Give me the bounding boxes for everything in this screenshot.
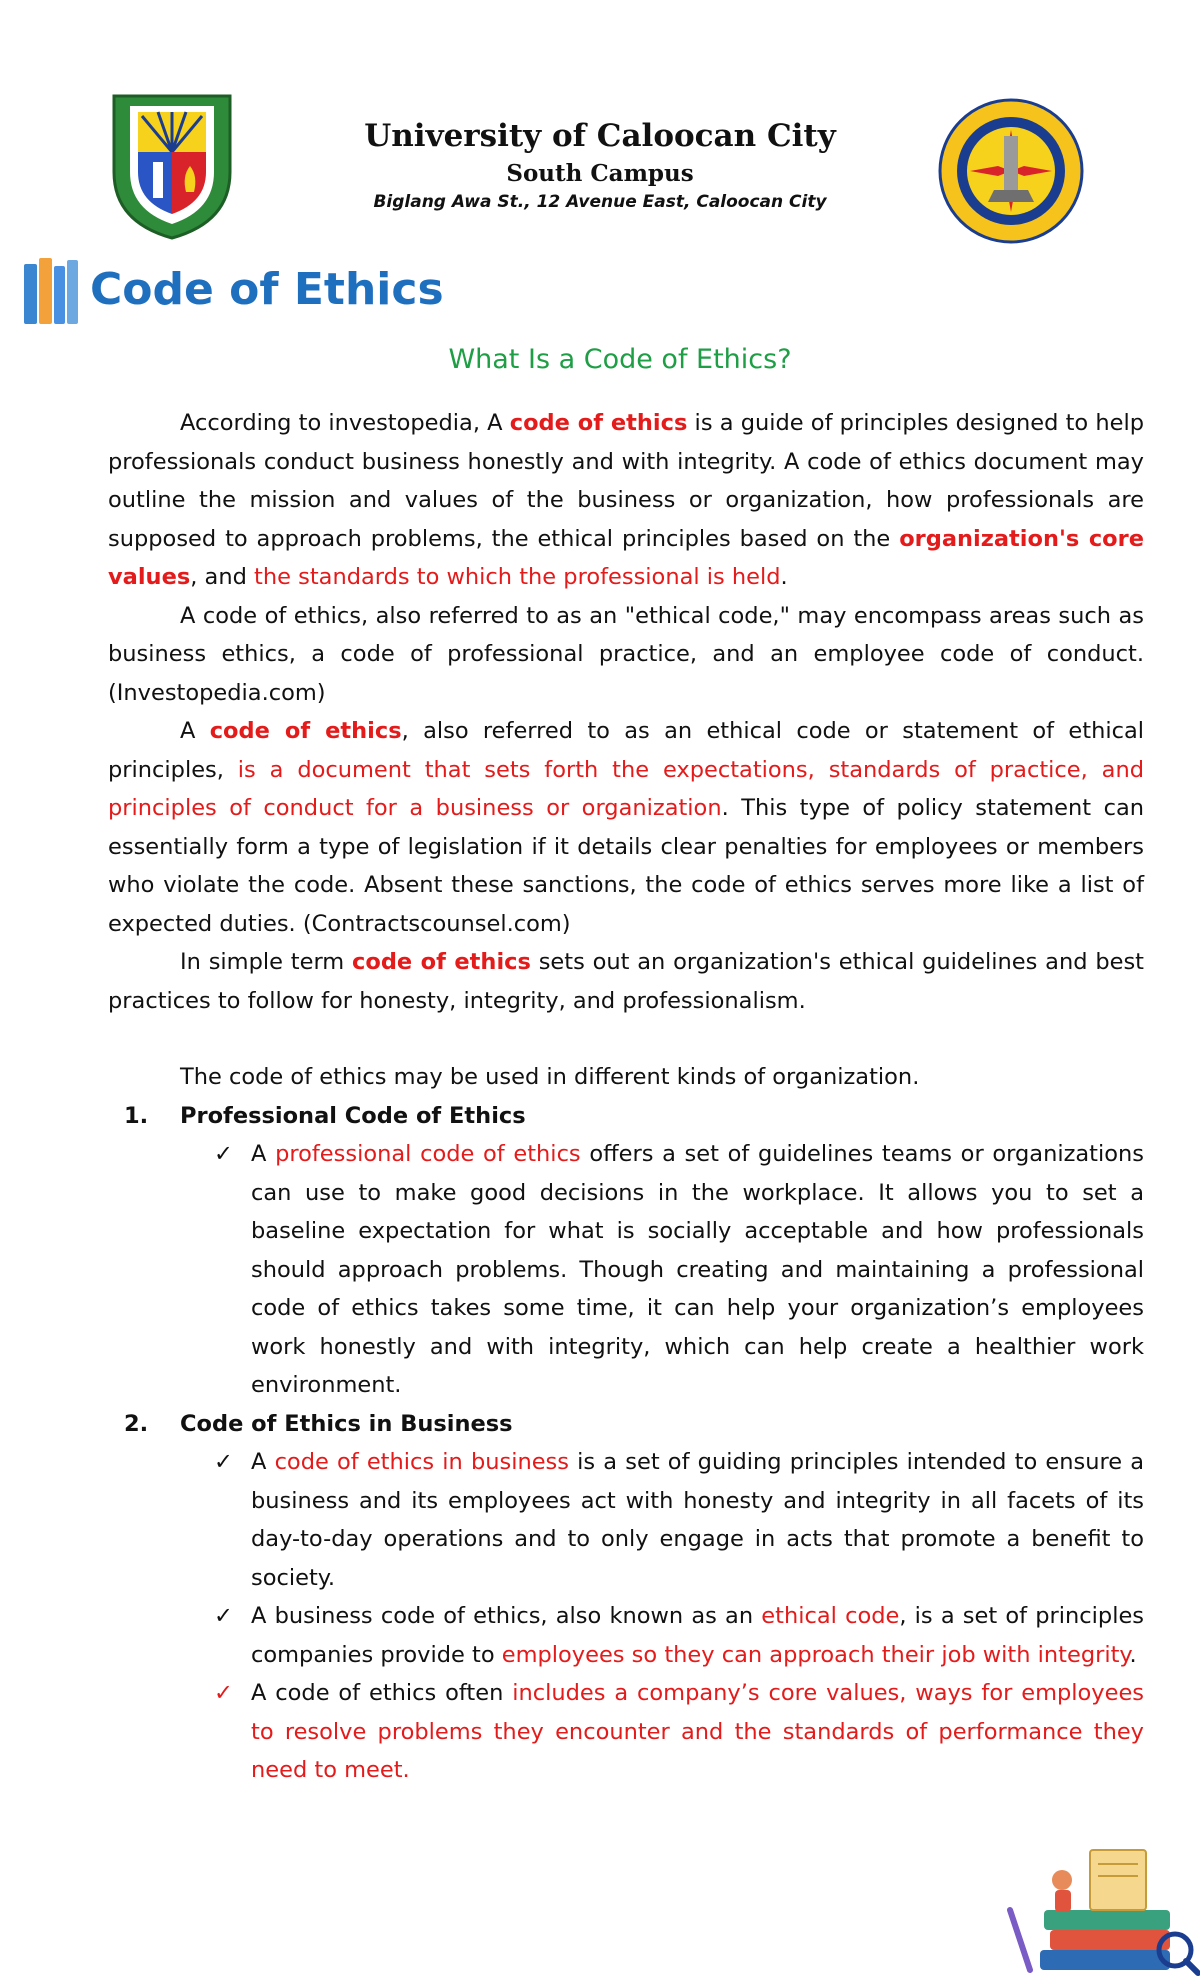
letterhead [0,0,1200,250]
books-illustration-icon [1000,1840,1200,1976]
section-subtitle: What Is a Code of Ethics? [448,344,792,375]
paragraph-statement: A code of ethics, also referred to as an ethical code or statement of ethical principles, is a document that sets forth the expectations, standards of practice, and principles of conduct for a business or organization. This type of policy statement can essentially form a type of legislation if it details clear penalties for employees or members who violate the code. Absent these sanctions, the code of ethics serves more like a list of expected duties. (Contractscounsel.com) [108,718,1145,937]
checkmark-icon: ✓ [214,1680,233,1706]
section-heading: 2. Code of Ethics in Business [108,1405,1144,1444]
city-seal-icon [938,98,1084,244]
list-item: ✓ A code of ethics often includes a company’s core values, ways for employees to resolve problems they encounter and the standards of performance they need to meet. [108,1674,1144,1790]
section-number: 1. [124,1102,149,1129]
section-heading: 1. Professional Code of Ethics [108,1097,1144,1136]
paragraph-intro: The code of ethics may be used in different kinds of organization. [180,1064,920,1090]
document-body [108,404,1144,1790]
university-name: University of Caloocan City [364,118,836,154]
section-number: 2. [124,1410,149,1437]
paragraph-definition: According to investopedia, A code of ethics is a guide of principles designed to help professionals conduct business honestly and with integrity. A code of ethics document may outline the mission and values of the business or organization, how professionals are supposed to approach problems, the ethical principles based on the organization's core values, and the standards to which the professional is held. [108,410,1144,590]
checkmark-icon: ✓ [214,1449,233,1475]
checkmark-icon: ✓ [214,1141,233,1167]
campus-name: South Campus [506,160,694,187]
books-icon [22,256,80,326]
list-item: ✓ A code of ethics in business is a set of guiding principles intended to ensure a business and its employees act with honesty and integrity in all facets of its day-to-day operations and to only engage in acts that promote a benefit to society. [108,1443,1144,1597]
paragraph-ethical-code: A code of ethics, also referred to as an "ethical code," may encompass areas such as business ethics, a code of professional practice, and an employee code of conduct. (Investopedia.com) [108,602,1144,706]
campus-address: Biglang Awa St., 12 Avenue East, Caloocan City [373,192,827,212]
checkmark-icon: ✓ [214,1603,233,1629]
paragraph-simple-term: In simple term code of ethics sets out an organization's ethical guidelines and best practices to follow for honesty, integrity, and professionalism. [108,949,1144,1014]
list-item: ✓ A professional code of ethics offers a set of guidelines teams or organizations can use to make good decisions in the workplace. It allows you to set a baseline expectation for what is socially acceptable and how professionals should approach problems. Though creating and maintaining a professional code of ethics takes some time, it can help your organization’s employees work honestly and with integrity, which can help create a healthier work environment. [108,1135,1144,1405]
page-title: Code of Ethics [90,264,444,315]
list-item: ✓ A business code of ethics, also known as an ethical code, is a set of principles companies provide to employees so they can approach their job with integrity. [108,1597,1144,1674]
university-logo-icon [108,92,236,242]
